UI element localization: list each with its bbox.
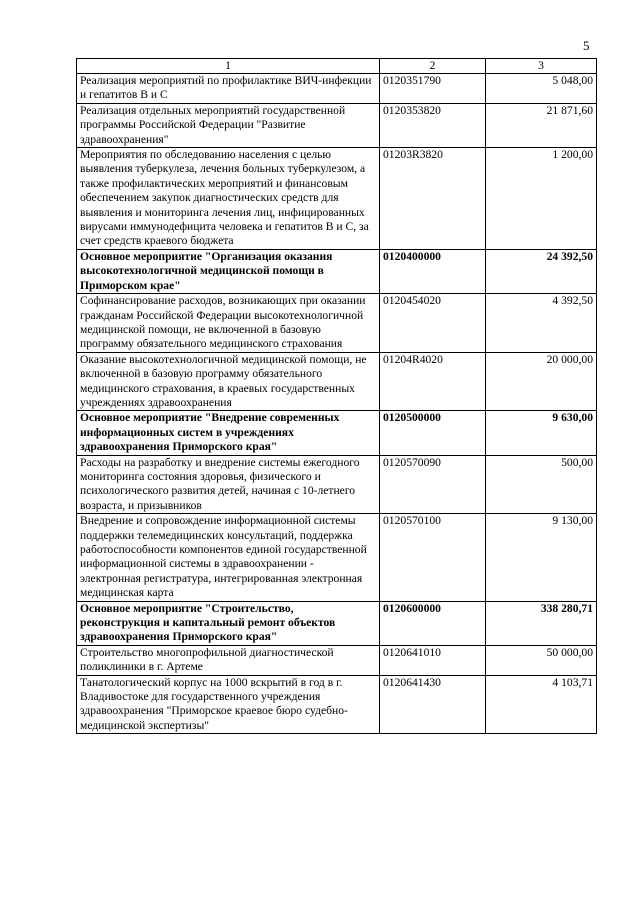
row-amount-cell: 9 630,00 bbox=[486, 411, 597, 455]
row-name-cell: Реализация мероприятий по профилактике ВИЧ-инфекции и гепатитов В и С bbox=[77, 74, 380, 104]
row-code-cell: 0120570100 bbox=[380, 514, 486, 601]
row-name-cell: Реализация отдельных мероприятий государственной программы Российской Федерации "Развитие здравоохранения" bbox=[77, 103, 380, 147]
row-amount-cell: 5 048,00 bbox=[486, 74, 597, 104]
row-code-cell: 0120351790 bbox=[380, 74, 486, 104]
table-row bbox=[77, 411, 597, 455]
row-code-cell: 0120600000 bbox=[380, 601, 486, 645]
row-name-cell: Расходы на разработку и внедрение системы ежегодного мониторинга состояния здоровья, физического и психологического развития детей, начиная с 10-летнего возраста, и призывников bbox=[77, 455, 380, 514]
row-name-cell: Оказание высокотехнологичной медицинской помощи, не включенной в базовую программу обязательного медицинского страхования, в краевых государственных учреждениях здравоохранения bbox=[77, 352, 380, 411]
row-name-cell: Танатологический корпус на 1000 вскрытий в год в г. Владивостоке для государственного учреждения здравоохранения "Приморское краевое бюро судебно-медицинской экспертизы" bbox=[77, 675, 380, 734]
table-row bbox=[77, 514, 597, 601]
table-row bbox=[77, 455, 597, 514]
column-header-2: 2 bbox=[380, 59, 486, 74]
column-header-1: 1 bbox=[77, 59, 380, 74]
row-code-cell: 0120500000 bbox=[380, 411, 486, 455]
row-code-cell: 0120353820 bbox=[380, 103, 486, 147]
row-amount-cell: 9 130,00 bbox=[486, 514, 597, 601]
row-amount-cell: 338 280,71 bbox=[486, 601, 597, 645]
row-code-cell: 0120570090 bbox=[380, 455, 486, 514]
budget-table bbox=[76, 58, 597, 734]
row-name-cell: Строительство многопрофильной диагностической поликлиники в г. Артеме bbox=[77, 645, 380, 675]
table-row bbox=[77, 249, 597, 293]
table-row bbox=[77, 601, 597, 645]
row-amount-cell: 21 871,60 bbox=[486, 103, 597, 147]
table-row bbox=[77, 148, 597, 250]
table-row bbox=[77, 294, 597, 353]
row-amount-cell: 4 103,71 bbox=[486, 675, 597, 734]
row-name-cell: Внедрение и сопровождение информационной системы поддержки телемедицинских консультаций, поддержка работоспособности компонентов единой государственной информационной системы в здравоохранении - электронная регистратура, интегрированная электронная медицинская карта bbox=[77, 514, 380, 601]
table-header-row bbox=[77, 59, 597, 74]
row-name-cell: Мероприятия по обследованию населения с целью выявления туберкулеза, лечения больных туберкулезом, а также профилактических мероприятий и финансовым обеспечением закупок диагностических средств для выявления и мониторинга лечения лиц, инфицированных вирусами иммунодефицита человека и гепатитов В и С, за счет средств краевого бюджета bbox=[77, 148, 380, 250]
table-row bbox=[77, 352, 597, 411]
row-code-cell: 01203R3820 bbox=[380, 148, 486, 250]
row-amount-cell: 24 392,50 bbox=[486, 249, 597, 293]
row-code-cell: 0120454020 bbox=[380, 294, 486, 353]
row-amount-cell: 50 000,00 bbox=[486, 645, 597, 675]
column-header-3: 3 bbox=[486, 59, 597, 74]
table-row bbox=[77, 74, 597, 104]
row-name-cell: Основное мероприятие "Строительство, реконструкция и капитальный ремонт объектов здравоохранения Приморского края" bbox=[77, 601, 380, 645]
row-amount-cell: 500,00 bbox=[486, 455, 597, 514]
row-code-cell: 0120641430 bbox=[380, 675, 486, 734]
row-name-cell: Основное мероприятие "Внедрение современных информационных систем в учреждениях здравоохранения Приморского края" bbox=[77, 411, 380, 455]
page-number: 5 bbox=[583, 38, 590, 53]
row-code-cell: 0120400000 bbox=[380, 249, 486, 293]
row-code-cell: 0120641010 bbox=[380, 645, 486, 675]
table-row bbox=[77, 103, 597, 147]
table-row bbox=[77, 645, 597, 675]
table-row bbox=[77, 675, 597, 734]
row-amount-cell: 20 000,00 bbox=[486, 352, 597, 411]
row-amount-cell: 1 200,00 bbox=[486, 148, 597, 250]
row-amount-cell: 4 392,50 bbox=[486, 294, 597, 353]
row-name-cell: Основное мероприятие "Организация оказания высокотехнологичной медицинской помощи в Приморском крае" bbox=[77, 249, 380, 293]
row-name-cell: Софинансирование расходов, возникающих при оказании гражданам Российской Федерации высокотехнологичной медицинской помощи, не включенной в базовую программу обязательного медицинского страхования bbox=[77, 294, 380, 353]
row-code-cell: 01204R4020 bbox=[380, 352, 486, 411]
